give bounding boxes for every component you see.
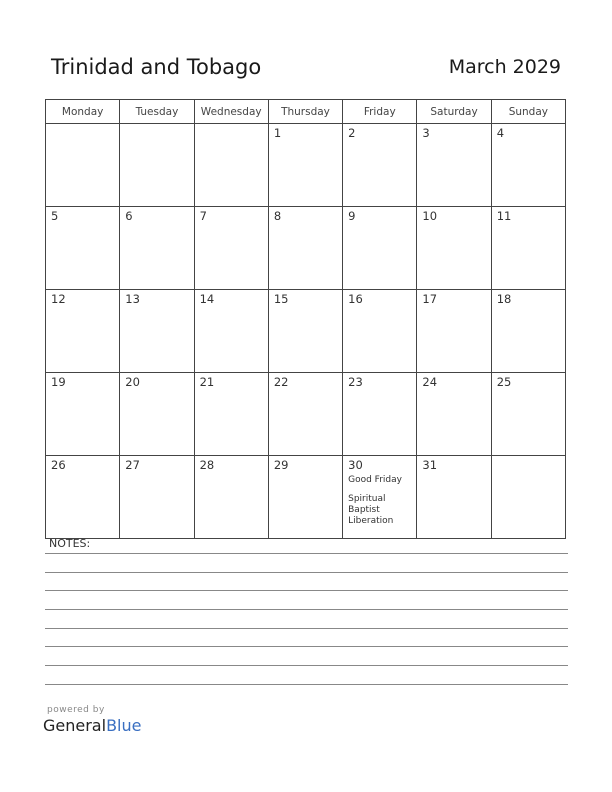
day-cell bbox=[268, 207, 342, 290]
day-cell bbox=[194, 124, 268, 207]
day-number: 12 bbox=[51, 292, 66, 306]
note-line bbox=[45, 646, 568, 647]
calendar-week-row bbox=[46, 124, 566, 207]
note-line bbox=[45, 590, 568, 591]
day-number: 25 bbox=[496, 375, 512, 389]
weekday-header: Saturday bbox=[417, 100, 491, 124]
day-number: 15 bbox=[273, 292, 289, 306]
powered-by-text: powered by bbox=[47, 705, 105, 715]
day-cell bbox=[120, 373, 194, 456]
day-number: 6 bbox=[125, 209, 133, 223]
weekday-header: Thursday bbox=[268, 100, 342, 124]
day-number: 28 bbox=[199, 458, 215, 472]
notes-label: NOTES: bbox=[49, 537, 91, 550]
note-line bbox=[45, 609, 568, 610]
day-number: 4 bbox=[496, 126, 505, 140]
day-number: 1 bbox=[273, 126, 282, 140]
day-cell bbox=[491, 290, 565, 373]
day-number: 26 bbox=[51, 458, 66, 472]
day-cell bbox=[46, 290, 120, 373]
day-cell bbox=[46, 456, 120, 539]
day-cell bbox=[46, 373, 120, 456]
day-cell bbox=[46, 124, 120, 207]
weekday-header: Monday bbox=[46, 100, 120, 124]
day-number: 29 bbox=[273, 458, 289, 472]
day-number: 27 bbox=[125, 458, 140, 472]
day-cell bbox=[120, 290, 194, 373]
day-cell bbox=[417, 456, 491, 539]
day-cell bbox=[343, 373, 417, 456]
day-cell bbox=[343, 456, 417, 539]
day-cell bbox=[120, 456, 194, 539]
day-cell bbox=[417, 124, 491, 207]
day-cell bbox=[491, 124, 565, 207]
day-number: 30 bbox=[348, 458, 363, 472]
day-cell bbox=[491, 456, 565, 539]
day-number: 23 bbox=[348, 375, 363, 389]
day-number: 5 bbox=[51, 209, 59, 223]
day-number: 14 bbox=[199, 292, 215, 306]
day-cell bbox=[343, 124, 417, 207]
day-cell bbox=[268, 290, 342, 373]
day-number: 17 bbox=[422, 292, 438, 306]
day-cell bbox=[120, 124, 194, 207]
day-number: 10 bbox=[422, 209, 438, 223]
calendar-week-row bbox=[46, 207, 566, 290]
day-cell bbox=[194, 207, 268, 290]
day-cell bbox=[417, 373, 491, 456]
note-line bbox=[45, 553, 568, 554]
day-number: 20 bbox=[125, 375, 140, 389]
day-cell bbox=[46, 207, 120, 290]
day-number: 19 bbox=[51, 375, 66, 389]
brand-name-part2: Blue bbox=[106, 716, 142, 735]
day-number: 22 bbox=[273, 375, 289, 389]
weekday-header: Friday bbox=[343, 100, 417, 124]
weekday-header: Wednesday bbox=[194, 100, 268, 124]
note-line bbox=[45, 628, 568, 629]
brand-logo bbox=[43, 716, 141, 735]
day-number: 31 bbox=[422, 458, 438, 472]
holiday-label: Good Friday bbox=[348, 475, 402, 485]
day-number: 3 bbox=[422, 126, 430, 140]
day-number: 9 bbox=[348, 209, 356, 223]
day-cell bbox=[343, 290, 417, 373]
calendar-grid bbox=[45, 99, 566, 539]
day-cell bbox=[417, 290, 491, 373]
note-line bbox=[45, 572, 568, 573]
day-cell bbox=[194, 290, 268, 373]
weekday-header-row bbox=[46, 100, 566, 124]
weekday-header: Sunday bbox=[491, 100, 565, 124]
weekday-header: Tuesday bbox=[120, 100, 194, 124]
day-cell bbox=[268, 124, 342, 207]
day-number: 2 bbox=[348, 126, 356, 140]
day-number: 24 bbox=[422, 375, 438, 389]
day-number: 16 bbox=[348, 292, 363, 306]
note-line bbox=[45, 684, 568, 685]
day-number: 13 bbox=[125, 292, 140, 306]
day-cell bbox=[120, 207, 194, 290]
day-cell bbox=[194, 373, 268, 456]
note-line bbox=[45, 665, 568, 666]
calendar-month-title: March 2029 bbox=[448, 56, 561, 78]
day-number: 8 bbox=[273, 209, 282, 223]
day-number: 11 bbox=[496, 209, 512, 223]
day-cell bbox=[491, 373, 565, 456]
day-number: 21 bbox=[199, 375, 215, 389]
calendar-week-row bbox=[46, 290, 566, 373]
day-cell bbox=[491, 207, 565, 290]
holiday-label: Spiritual Baptist Liberation bbox=[348, 494, 394, 526]
day-number: 18 bbox=[496, 292, 512, 306]
day-cell bbox=[417, 207, 491, 290]
calendar-country-title: Trinidad and Tobago bbox=[51, 55, 262, 79]
day-cell bbox=[343, 207, 417, 290]
brand-name-part1: General bbox=[43, 716, 107, 735]
calendar-week-row bbox=[46, 373, 566, 456]
calendar-week-row bbox=[46, 456, 566, 539]
day-number: 7 bbox=[199, 209, 207, 223]
day-cell bbox=[194, 456, 268, 539]
day-cell bbox=[268, 373, 342, 456]
day-cell bbox=[268, 456, 342, 539]
